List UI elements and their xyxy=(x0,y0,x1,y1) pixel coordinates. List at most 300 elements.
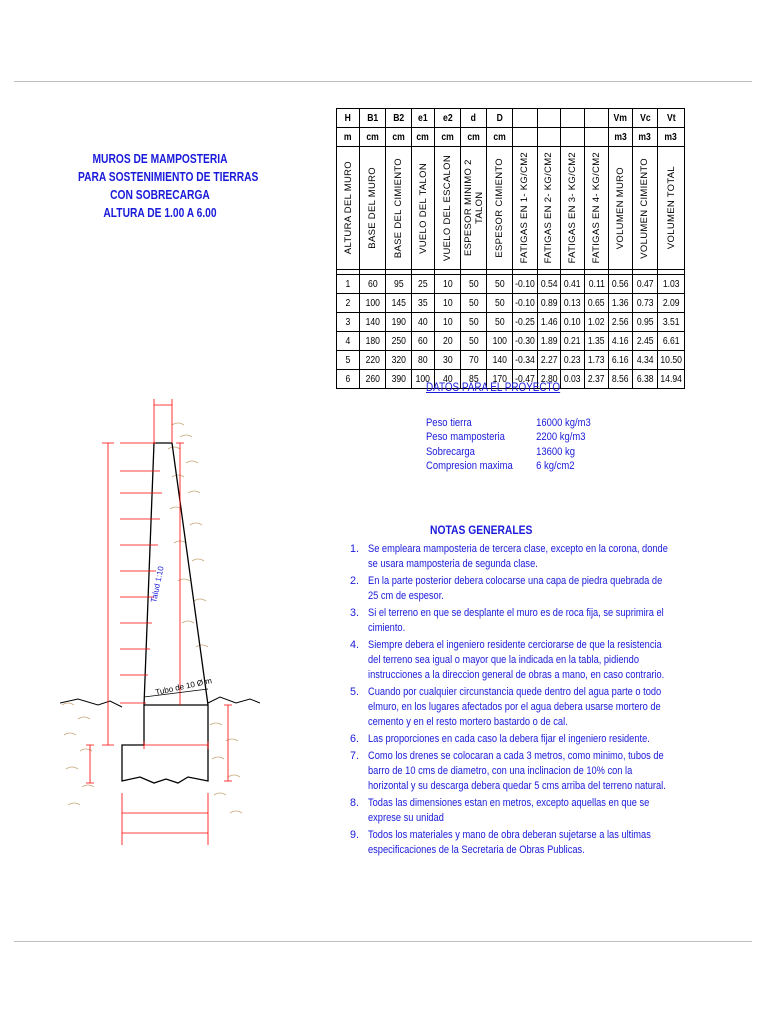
note-number: 1. xyxy=(350,543,360,555)
header-description-cell xyxy=(560,147,584,270)
header-symbol-cell xyxy=(657,109,684,128)
header-symbol: Vm xyxy=(613,112,628,124)
cell-value: 2.80 xyxy=(540,373,558,385)
table-cell xyxy=(461,351,487,370)
table-cell xyxy=(461,294,487,313)
table-cell xyxy=(632,313,657,332)
cell-value: 14.94 xyxy=(660,373,682,385)
table-cell xyxy=(584,332,608,351)
table-cell xyxy=(487,275,513,294)
note-text: En la parte posterior debera colocarse una capa de piedra quebrada de 25 cm de espesor. xyxy=(368,574,663,603)
cell-value: 60 xyxy=(367,278,378,290)
table-cell xyxy=(632,370,657,389)
header-description-wrap xyxy=(609,147,632,269)
project-data-label: Compresion maxima xyxy=(426,459,513,472)
table-cell xyxy=(435,313,461,332)
header-description: FATIGAS EN 1- KG/CM2 xyxy=(519,152,531,264)
table-cell xyxy=(608,294,632,313)
cell-value: 220 xyxy=(365,354,380,366)
header-symbol-cell xyxy=(584,109,608,128)
cell-value: 190 xyxy=(391,316,406,328)
cell-value: 80 xyxy=(418,354,428,366)
header-unit: cm xyxy=(366,131,379,143)
note-number: 5. xyxy=(350,685,360,698)
header-unit-cell xyxy=(360,128,386,147)
cell-value: 3 xyxy=(345,316,351,328)
table-cell xyxy=(360,275,386,294)
cell-value: 0.65 xyxy=(588,297,605,309)
table-cell xyxy=(584,294,608,313)
table-cell xyxy=(360,351,386,370)
cell-value: 30 xyxy=(442,354,453,366)
note-number: 8. xyxy=(350,796,360,809)
header-description-wrap xyxy=(658,147,684,269)
dimensions-table xyxy=(336,108,685,389)
header-description: VOLUMEN CIMIENTO xyxy=(639,157,651,259)
header-description: ALTURA DEL MURO xyxy=(342,161,354,255)
cell-value: 3.51 xyxy=(662,316,680,328)
cell-value: 0.41 xyxy=(564,278,581,290)
cell-value: 50 xyxy=(494,316,505,328)
cell-value: 60 xyxy=(418,335,428,347)
cell-value: 100 xyxy=(365,297,380,309)
header-unit-cell xyxy=(632,128,657,147)
cell-value: 20 xyxy=(442,335,453,347)
header-description-cell xyxy=(360,147,386,270)
cell-value: 0.89 xyxy=(540,297,558,309)
note-item xyxy=(348,542,708,572)
cell-value: 170 xyxy=(492,373,507,385)
header-unit: cm xyxy=(467,131,480,143)
header-description-cell xyxy=(513,147,538,270)
header-symbol: Vc xyxy=(639,112,651,124)
cell-value: 260 xyxy=(365,373,380,385)
table-cell xyxy=(537,351,560,370)
header-symbol: e1 xyxy=(418,112,428,124)
header-symbol: d xyxy=(470,112,477,124)
document-title xyxy=(78,150,259,222)
header-description-wrap xyxy=(487,147,512,269)
table-cell xyxy=(657,351,684,370)
dimension-lines xyxy=(86,399,232,845)
table-cell xyxy=(632,294,657,313)
project-data-value: 13600 kg xyxy=(536,445,576,458)
header-description-cell xyxy=(657,147,684,270)
table-cell xyxy=(487,332,513,351)
table-cell xyxy=(584,351,608,370)
header-description: VOLUMEN TOTAL xyxy=(665,166,677,250)
table-cell xyxy=(337,275,360,294)
table-cell xyxy=(632,351,657,370)
header-description-wrap xyxy=(360,147,385,269)
cell-value: 0.95 xyxy=(636,316,654,328)
note-number: 9. xyxy=(350,828,360,841)
header-symbol-cell xyxy=(386,109,412,128)
cell-value: 1.35 xyxy=(588,335,605,347)
cell-value: 2.09 xyxy=(662,297,680,309)
table-cell xyxy=(560,294,584,313)
cell-value: -0.10 xyxy=(515,278,535,290)
cell-value: 6 xyxy=(345,373,351,385)
table-cell xyxy=(461,332,487,351)
cell-value: 0.03 xyxy=(564,373,581,385)
project-data-value: 16000 kg/m3 xyxy=(536,417,591,429)
cell-value: 140 xyxy=(492,354,507,366)
table-cell xyxy=(560,370,584,389)
header-symbol-cell xyxy=(487,109,513,128)
note-text: Como los drenes se colocaran a cada 3 metros, como minimo, tubos de barro de 10 cms de diametro, con una inclinacion de 10% con la horizontal y su descarga debera quedar 5 cms arriba del terreno natural. xyxy=(368,749,666,793)
table-cell xyxy=(584,370,608,389)
table-cell xyxy=(337,332,360,351)
cell-value: 180 xyxy=(365,335,380,347)
table-cell xyxy=(337,351,360,370)
cell-value: 6.61 xyxy=(662,335,680,347)
header-description: FATIGAS EN 4- KG/CM2 xyxy=(590,152,602,264)
title-line-3: CON SOBRECARGA xyxy=(110,188,210,202)
table-cell xyxy=(632,332,657,351)
header-units-row xyxy=(337,128,685,147)
project-data-label: Sobrecarga xyxy=(426,445,475,458)
cell-value: 1.36 xyxy=(612,297,629,309)
header-symbol: B2 xyxy=(392,112,405,124)
cell-value: 50 xyxy=(468,278,479,290)
note-item xyxy=(348,828,708,858)
table-cell xyxy=(412,294,435,313)
cell-value: 0.73 xyxy=(636,297,654,309)
header-unit-cell xyxy=(461,128,487,147)
cell-value: 100 xyxy=(415,373,431,385)
note-item xyxy=(348,606,708,636)
cell-value: 5 xyxy=(345,354,351,366)
header-description-wrap xyxy=(585,147,608,269)
cell-value: 140 xyxy=(365,316,380,328)
header-description: BASE DEL CIMIENTO xyxy=(393,157,404,259)
cell-value: 50 xyxy=(494,297,505,309)
header-symbol-cell xyxy=(560,109,584,128)
table-cell xyxy=(487,294,513,313)
table-cell xyxy=(584,275,608,294)
note-item xyxy=(348,685,708,731)
header-symbol: e2 xyxy=(442,112,453,124)
cell-value: 25 xyxy=(418,278,428,290)
table-row xyxy=(337,275,685,294)
table-cell xyxy=(657,313,684,332)
cell-value: 2.56 xyxy=(612,316,629,328)
header-description: FATIGAS EN 3- KG/CM2 xyxy=(566,152,578,264)
cell-value: 10 xyxy=(442,278,453,290)
table-cell xyxy=(412,313,435,332)
table-cell xyxy=(435,294,461,313)
header-description-cell xyxy=(537,147,560,270)
cell-value: 145 xyxy=(391,297,406,309)
project-data-title: DATOS PARA EL PROYECTO xyxy=(426,382,561,394)
title-line-4: ALTURA DE 1.00 A 6.00 xyxy=(103,206,217,220)
table-cell xyxy=(608,313,632,332)
cell-value: 2.27 xyxy=(540,354,558,366)
cell-value: 10 xyxy=(442,316,453,328)
table-cell xyxy=(657,332,684,351)
wall-section-drawing xyxy=(60,385,260,845)
header-unit-cell xyxy=(537,128,560,147)
header-description: VUELO DEL ESCALON xyxy=(442,154,453,262)
cell-value: 1.46 xyxy=(540,316,558,328)
header-unit: cm xyxy=(392,131,405,143)
note-number: 4. xyxy=(350,638,360,651)
table-cell xyxy=(657,370,684,389)
header-description-cell xyxy=(632,147,657,270)
table-cell xyxy=(560,332,584,351)
cell-value: 0.47 xyxy=(636,278,654,290)
header-unit-cell xyxy=(412,128,435,147)
general-notes-title: NOTAS GENERALES xyxy=(430,523,533,537)
table-cell xyxy=(360,332,386,351)
table-cell xyxy=(513,351,538,370)
header-description-cell xyxy=(487,147,513,270)
table-cell xyxy=(487,351,513,370)
header-description-cell xyxy=(412,147,435,270)
cell-value: 100 xyxy=(492,335,507,347)
table-cell xyxy=(337,313,360,332)
cell-value: 40 xyxy=(418,316,428,328)
header-description: ESPESOR MINIMO 2 TALON xyxy=(462,159,485,257)
cell-value: 2 xyxy=(345,297,351,309)
table-cell xyxy=(608,332,632,351)
header-description-wrap xyxy=(633,147,657,269)
cell-value: 4.16 xyxy=(612,335,629,347)
cell-value: -0.30 xyxy=(515,335,535,347)
cell-value: -0.47 xyxy=(515,373,535,385)
header-symbol: D xyxy=(496,112,503,124)
note-item xyxy=(348,732,708,747)
header-descriptions-row xyxy=(337,147,685,270)
note-number: 3. xyxy=(350,606,360,619)
project-data-value: 6 kg/cm2 xyxy=(536,459,575,472)
header-description-wrap xyxy=(412,147,434,269)
table-cell xyxy=(487,313,513,332)
header-symbol-cell xyxy=(461,109,487,128)
cell-value: 8.56 xyxy=(612,373,629,385)
header-symbol-cell xyxy=(632,109,657,128)
header-unit-cell xyxy=(487,128,513,147)
note-number: 7. xyxy=(350,749,360,762)
header-description-wrap xyxy=(561,147,584,269)
table-cell xyxy=(337,294,360,313)
header-symbol-cell xyxy=(537,109,560,128)
table-cell xyxy=(386,313,412,332)
header-unit: cm xyxy=(416,131,430,143)
cell-value: 2.37 xyxy=(588,373,605,385)
header-symbol: B1 xyxy=(366,112,379,124)
table-cell xyxy=(560,351,584,370)
cell-value: 6.38 xyxy=(636,373,654,385)
table-row xyxy=(337,351,685,370)
table-cell xyxy=(412,332,435,351)
header-description: ESPESOR CIMIENTO xyxy=(494,158,505,258)
note-item xyxy=(348,796,708,826)
cell-value: 0.10 xyxy=(564,316,581,328)
cell-value: 0.56 xyxy=(612,278,629,290)
project-data-label: Peso tierra xyxy=(426,417,472,429)
header-symbol-cell xyxy=(435,109,461,128)
table-cell xyxy=(608,275,632,294)
table-cell xyxy=(360,370,386,389)
cell-value: 250 xyxy=(391,335,406,347)
cell-value: 6.16 xyxy=(612,354,629,366)
cell-value: 50 xyxy=(468,297,479,309)
cell-value: 70 xyxy=(468,354,479,366)
table-cell xyxy=(560,275,584,294)
header-description-cell xyxy=(584,147,608,270)
table-cell xyxy=(537,332,560,351)
cell-value: -0.34 xyxy=(515,354,535,366)
cell-value: 50 xyxy=(494,278,505,290)
table-cell xyxy=(513,294,538,313)
cell-value: 2.45 xyxy=(636,335,654,347)
cell-value: 95 xyxy=(393,278,404,290)
cell-value: 1.02 xyxy=(588,316,605,328)
table-cell xyxy=(386,370,412,389)
drain-label: Tubo de 10 Ø m xyxy=(154,676,213,697)
header-description-wrap xyxy=(538,147,560,269)
header-unit: m3 xyxy=(638,131,652,143)
header-description-cell xyxy=(337,147,360,270)
header-description-wrap xyxy=(461,147,486,269)
table-row xyxy=(337,294,685,313)
note-item xyxy=(348,749,708,795)
cell-value: 10 xyxy=(442,297,453,309)
header-unit: m xyxy=(344,131,352,143)
cell-value: 0.11 xyxy=(588,278,605,290)
cell-value: 1.89 xyxy=(540,335,558,347)
title-line-1: MUROS DE MAMPOSTERIA xyxy=(92,152,228,166)
table-cell xyxy=(584,313,608,332)
cell-value: 85 xyxy=(468,373,479,385)
table-cell xyxy=(412,351,435,370)
header-unit-cell xyxy=(337,128,360,147)
note-text: Todos los materiales y mano de obra deberan sujetarse a las ultimas especificaciones de la Secretaria de Obras Publicas. xyxy=(368,828,651,856)
cell-value: 35 xyxy=(418,297,428,309)
header-description: FATIGAS EN 2- KG/CM2 xyxy=(543,152,555,264)
header-symbol-cell xyxy=(412,109,435,128)
table-cell xyxy=(386,275,412,294)
cell-value: -0.25 xyxy=(515,316,535,328)
wall-outline xyxy=(122,443,208,783)
header-unit-cell xyxy=(657,128,684,147)
cell-value: 50 xyxy=(468,316,479,328)
table-cell xyxy=(608,351,632,370)
header-unit-cell xyxy=(435,128,461,147)
table-cell xyxy=(435,351,461,370)
header-description-wrap xyxy=(513,147,537,269)
table-cell xyxy=(537,313,560,332)
header-unit-cell xyxy=(560,128,584,147)
cell-value: 390 xyxy=(391,373,406,385)
note-number: 2. xyxy=(350,574,360,587)
cell-value: 0.23 xyxy=(564,354,581,366)
table-cell xyxy=(435,275,461,294)
table-cell xyxy=(360,313,386,332)
page-bottom-rule xyxy=(14,941,752,942)
table-cell xyxy=(435,332,461,351)
table-cell xyxy=(386,332,412,351)
header-description: VUELO DEL TALON xyxy=(417,162,429,254)
table-cell xyxy=(461,275,487,294)
table-cell xyxy=(560,313,584,332)
table-cell xyxy=(513,332,538,351)
note-number: 6. xyxy=(350,732,360,745)
cell-value: 4.34 xyxy=(636,354,654,366)
header-description-cell xyxy=(461,147,487,270)
header-unit-cell xyxy=(513,128,538,147)
header-description: VOLUMEN MURO xyxy=(614,166,626,250)
header-unit-cell xyxy=(608,128,632,147)
project-data-label: Peso mamposteria xyxy=(426,431,505,444)
general-notes-list xyxy=(348,542,708,860)
header-symbol: H xyxy=(344,112,352,124)
cell-value: 320 xyxy=(391,354,406,366)
title-line-2: PARA SOSTENIMIENTO DE TIERRAS xyxy=(78,170,259,184)
table-cell xyxy=(513,275,538,294)
note-item xyxy=(348,638,708,684)
header-description-cell xyxy=(435,147,461,270)
header-symbol-cell xyxy=(337,109,360,128)
table-cell xyxy=(461,313,487,332)
header-unit-cell xyxy=(386,128,412,147)
table-cell xyxy=(513,313,538,332)
header-symbol-cell xyxy=(360,109,386,128)
project-data-value: 2200 kg/m3 xyxy=(536,431,586,444)
cell-value: 50 xyxy=(468,335,479,347)
table-cell xyxy=(632,275,657,294)
cell-value: -0.10 xyxy=(515,297,535,309)
table-cell xyxy=(537,275,560,294)
header-unit: cm xyxy=(441,131,454,143)
note-text: Siempre debera el ingeniero residente cerciorarse de que la resistencia del terreno sea igual o mayor que la indicada en la tabla, pidiendo instrucciones a la direccion general de obras a mano, en caso contrario. xyxy=(368,638,665,682)
header-unit: cm xyxy=(493,131,506,143)
header-description-wrap xyxy=(386,147,411,269)
note-text: Se empleara mamposteria de tercera clase, excepto en la corona, donde se usara mamposteria de segunda clase. xyxy=(368,543,668,571)
table-cell xyxy=(360,294,386,313)
cell-value: 0.54 xyxy=(540,278,558,290)
table-cell xyxy=(386,351,412,370)
header-symbol-cell xyxy=(513,109,538,128)
header-description: BASE DEL MURO xyxy=(367,167,378,249)
header-description-wrap xyxy=(337,147,359,269)
header-unit: m3 xyxy=(664,131,678,143)
header-symbol: Vt xyxy=(666,112,676,124)
cell-value: 1.03 xyxy=(662,278,680,290)
header-symbol-cell xyxy=(608,109,632,128)
table-cell xyxy=(657,294,684,313)
header-unit-cell xyxy=(584,128,608,147)
cell-value: 0.21 xyxy=(564,335,581,347)
header-description-wrap xyxy=(435,147,460,269)
cell-value: 1.73 xyxy=(588,354,605,366)
table-row xyxy=(337,313,685,332)
table-row xyxy=(337,332,685,351)
note-text: Las proporciones en cada caso la debera fijar el ingeniero residente. xyxy=(368,732,650,745)
cell-value: 40 xyxy=(442,373,453,385)
table-cell xyxy=(608,370,632,389)
header-description-cell xyxy=(608,147,632,270)
page-top-rule xyxy=(14,81,752,82)
table-cell xyxy=(412,275,435,294)
header-symbols-row xyxy=(337,109,685,128)
header-unit: m3 xyxy=(614,131,627,143)
cell-value: 0.13 xyxy=(564,297,581,309)
note-text: Cuando por cualquier circunstancia quede dentro del agua parte o todo elmuro, en los lugares afectados por el agua debera usarse mortero de cemento y en el resto mortero bastardo o de cal. xyxy=(368,685,662,729)
note-text: Todas las dimensiones estan en metros, excepto aquellas en que se exprese su unidad xyxy=(368,796,650,824)
